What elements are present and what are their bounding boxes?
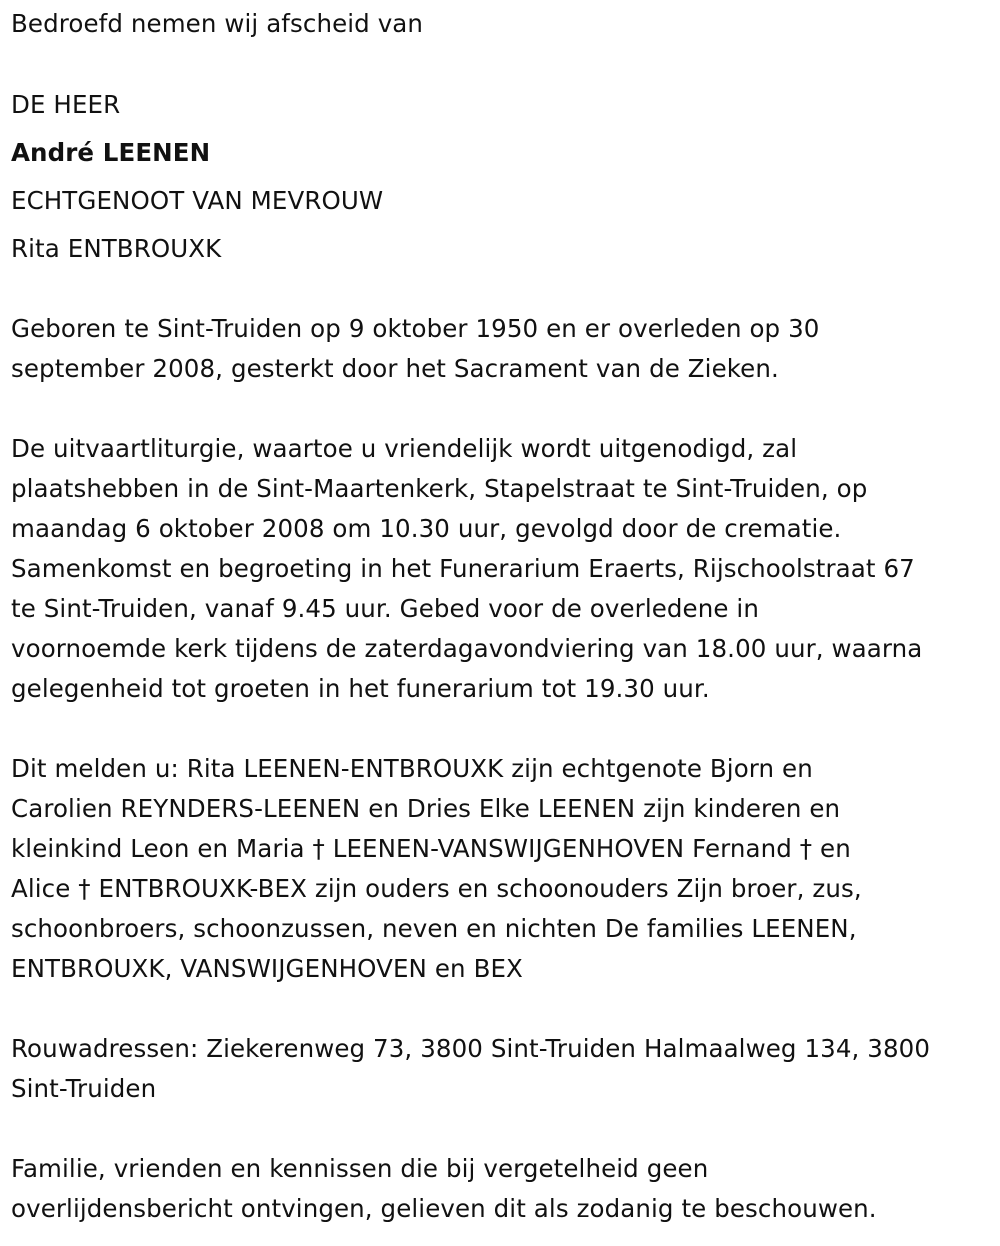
birth-death-line: september 2008, gesterkt door het Sacrament van de Zieken.: [11, 354, 779, 383]
ceremony-line: Samenkomst en begroeting in het Funerarium Eraerts, Rijschoolstraat 67: [11, 554, 915, 583]
closing-line: Familie, vrienden en kennissen die bij vergetelheid geen: [11, 1154, 709, 1183]
honorific-title: DE HEER: [11, 90, 121, 119]
spouse-name: Rita ENTBROUXK: [11, 234, 222, 263]
spouse-label: ECHTGENOOT VAN MEVROUW: [11, 186, 384, 215]
ceremony-line: gelegenheid tot groeten in het funerarium tot 19.30 uur.: [11, 674, 710, 703]
ceremony-line: voornoemde kerk tijdens de zaterdagavondviering van 18.00 uur, waarna: [11, 634, 923, 663]
family-line: Alice † ENTBROUXK-BEX zijn ouders en schoonouders Zijn broer, zus,: [11, 874, 862, 903]
family-line: kleinkind Leon en Maria † LEENEN-VANSWIJGENHOVEN Fernand † en: [11, 834, 851, 863]
deceased-name: André LEENEN: [11, 138, 211, 167]
ceremony-line: plaatshebben in de Sint-Maartenkerk, Stapelstraat te Sint-Truiden, op: [11, 474, 868, 503]
ceremony-line: De uitvaartliturgie, waartoe u vriendelijk wordt uitgenodigd, zal: [11, 434, 798, 463]
ceremony-line: maandag 6 oktober 2008 om 10.30 uur, gevolgd door de crematie.: [11, 514, 842, 543]
family-line: schoonbroers, schoonzussen, neven en nichten De families LEENEN,: [11, 914, 857, 943]
family-line: ENTBROUXK, VANSWIJGENHOVEN en BEX: [11, 954, 523, 983]
address-line: Sint-Truiden: [11, 1074, 157, 1103]
family-line: Carolien REYNDERS-LEENEN en Dries Elke LEENEN zijn kinderen en: [11, 794, 841, 823]
birth-death-line: Geboren te Sint-Truiden op 9 oktober 1950 en er overleden op 30: [11, 314, 820, 343]
closing-line: overlijdensbericht ontvingen, gelieven dit als zodanig te beschouwen.: [11, 1194, 877, 1223]
ceremony-line: te Sint-Truiden, vanaf 9.45 uur. Gebed voor de overledene in: [11, 594, 759, 623]
family-line: Dit melden u: Rita LEENEN-ENTBROUXK zijn echtgenote Bjorn en: [11, 754, 813, 783]
intro-line: Bedroefd nemen wij afscheid van: [11, 9, 424, 38]
address-line: Rouwadressen: Ziekerenweg 73, 3800 Sint-Truiden Halmaalweg 134, 3800: [11, 1034, 931, 1063]
